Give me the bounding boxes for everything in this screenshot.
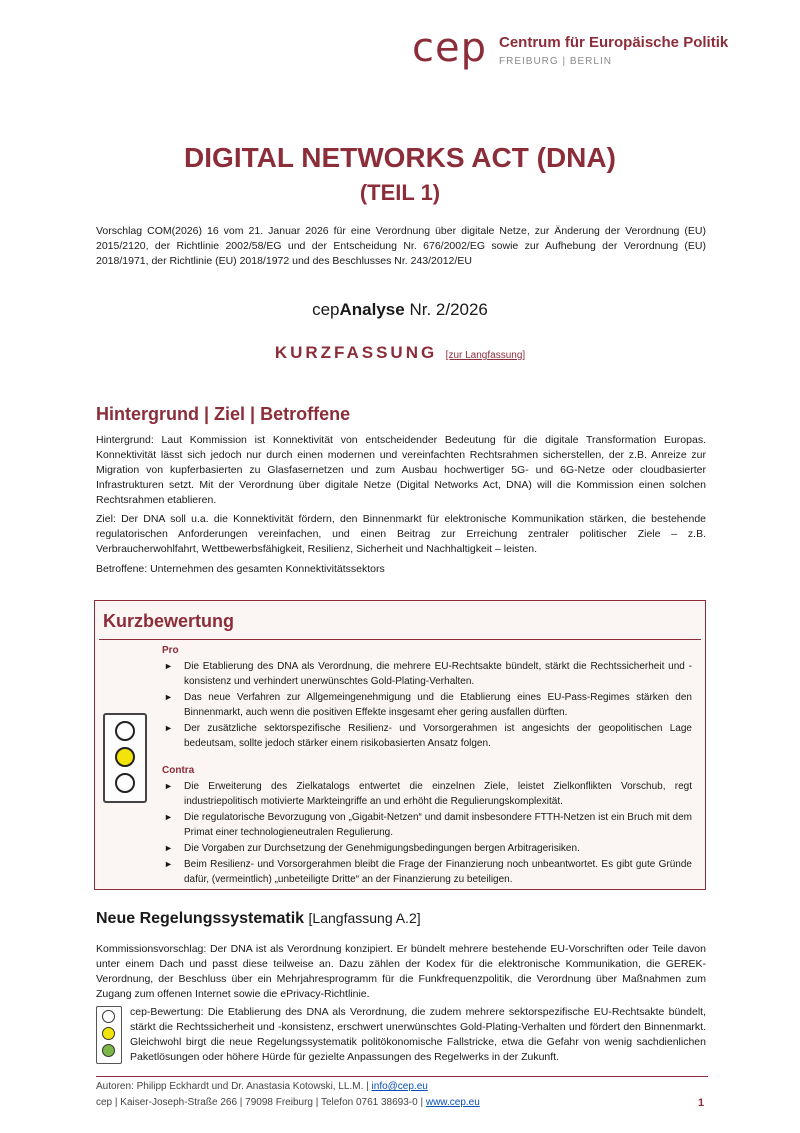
bullet-icon: ► <box>164 843 173 853</box>
cep-assessment-paragraph: cep-Bewertung: Die Etablierung des DNA als Verordnung, die zudem mehrere sektorspezifische EU-Rechtsakte bündelt, stärkt die Rechtssicherheit und -konsistenz, erschwert unerwünschtes Gold-Plating-Verhalten und fördert den Binnenmarkt. Gleichwohl birgt die neue Regelungssystematik politökonomische Fallstricke, etwa die Gefahr von wenig sachdienlichen Paketlösungen oder höhere Hürde für gezielte Anpassungen des Regelwerks in der Zukunft. <box>130 1006 706 1063</box>
org-cities: FREIBURG | BERLIN <box>499 56 612 67</box>
background-paragraph: Hintergrund: Laut Kommission ist Konnektivität von entscheidender Bedeutung für die digitale Transformation Europas. Konnektivität lässt sich jedoch nur durch einen modernen und vereinfachten Rechtsrahmen sicherstellen, der z.B. Anreize zur Migration von kupferbasierten zu Glasfasernetzen und zum Ausbau hochwertiger 5G- und 6G-Netze oder cloudbasierter Infrastrukturen setzt. Mit der Verordnung über digitale Netze (Digital Networks Act, DNA) will die Kommission einen solchen Rechtsrahmen etablieren. <box>96 434 706 506</box>
light-bottom <box>102 1044 115 1057</box>
light-middle <box>102 1027 115 1040</box>
list-item: ► Die regulatorische Bevorzugung von „Gigabit-Netzen“ und damit insbesondere FTTH-Netzen ist ein Bruch mit dem Primat einer technologieneutralen Regulierung. <box>164 812 692 838</box>
website-link[interactable]: www.cep.eu <box>425 1097 480 1108</box>
long-version-ref: [Langfassung A.2] <box>308 910 421 926</box>
light-bottom <box>115 773 135 793</box>
analysis-number: cepAnalyse Nr. 2/2026 <box>312 300 488 319</box>
document-title: DIGITAL NETWORKS ACT (DNA) <box>184 142 616 173</box>
divider <box>99 639 701 640</box>
bullet-icon: ► <box>164 661 173 671</box>
org-name: Centrum für Europäische Politik <box>499 34 729 51</box>
short-assessment-title: Kurzbewertung <box>103 611 235 631</box>
bullet-icon: ► <box>164 781 173 791</box>
bullet-icon: ► <box>164 812 173 822</box>
footer-authors: Autoren: Philipp Eckhardt und Dr. Anastasia Kotowski, LL.M. | info@cep.eu <box>96 1081 428 1092</box>
footer-address: cep | Kaiser-Joseph-Straße 266 | 79098 Freiburg | Telefon 0761 38693-0 | www.cep.eu <box>96 1097 480 1108</box>
long-version-link[interactable]: [zur Langfassung] <box>445 350 526 361</box>
bullet-icon: ► <box>164 723 173 733</box>
summary-title: KURZFASSUNG <box>274 343 438 362</box>
contra-list <box>162 779 692 888</box>
light-top <box>102 1010 115 1023</box>
bullet-icon: ► <box>164 859 173 869</box>
list-item: ► Der zusätzliche sektorspezifische Resilienz- und Vorsorgerahmen ist angesichts der geopolitischen Lage bedeutsam, sollte jedoch stärker einem risikobasierten Ansatz folgen. <box>164 723 692 749</box>
light-top <box>115 721 135 741</box>
commission-proposal-paragraph: Kommissionsvorschlag: Der DNA ist als Verordnung konzipiert. Er bündelt mehrere bestehende EU-Vorschriften oder Teile davon unter einem Dach und passt diese teilweise an. Dazu zählen der Kodex für die elektronische Kommunikation, die GEREK-Verordnung, der Beschluss über ein Mehrjahresprogramm für die Funkfrequenzpolitik, die Verordnung über Maßnahmen zum Zugang zum offenen Internet sowie die ePrivacy-Richtlinie. <box>96 943 706 1000</box>
pro-list <box>162 659 692 752</box>
background-section-title: Hintergrund | Ziel | Betroffene <box>96 404 351 424</box>
bullet-icon: ► <box>164 692 173 702</box>
email-link[interactable]: info@cep.eu <box>371 1081 428 1092</box>
affected-paragraph: Betroffene: Unternehmen des gesamten Konnektivitätssektors <box>96 563 385 575</box>
cep-logo <box>412 25 729 71</box>
light-middle <box>115 747 135 767</box>
document-subtitle: (TEIL 1) <box>359 180 441 205</box>
traffic-light-icon <box>103 713 147 803</box>
contra-label: Contra <box>162 765 195 776</box>
proposal-reference: Vorschlag COM(2026) 16 vom 21. Januar 2026 für eine Verordnung über digitale Netze, zur Änderung der Verordnung (EU) 2015/2120, der Richtlinie 2002/58/EG und der Entscheidung Nr. 676/2002/EG sowie zur Aufhebung der Verordnung (EU) 2018/1971, der Richtlinie (EU) 2018/1972 und des Beschlusses Nr. 243/2012/EU <box>96 225 706 267</box>
short-assessment-box <box>94 600 706 890</box>
pro-label: Pro <box>162 645 179 656</box>
list-item: ► Die Etablierung des DNA als Verordnung, die mehrere EU-Rechtsakte bündelt, stärkt die Rechtssicherheit und -konsistenz und verhindert unerwünschtes Gold-Plating-Verhalten. <box>164 661 692 687</box>
list-item: ► Die Vorgaben zur Durchsetzung der Genehmigungsbedingungen bergen Arbitragerisiken. <box>164 843 580 854</box>
logo-mark: cep <box>412 25 487 71</box>
page-number: 1 <box>698 1097 705 1109</box>
summary-heading <box>0 343 800 363</box>
list-item: ► Beim Resilienz- und Vorsorgerahmen bleibt die Frage der Finanzierung noch unbeantwortet. Es gibt gute Gründe dafür, (vermeintlich) „unbeteiligte Dritte“ an der Finanzierung zu beteiligen. <box>164 859 692 885</box>
regulation-system-title: Neue Regelungssystematik [Langfassung A.2] <box>96 910 421 927</box>
goal-paragraph: Ziel: Der DNA soll u.a. die Konnektivität fördern, den Binnenmarkt für elektronische Kommunikation stärken, die bestehende regulatorischen Anforderungen vereinfachen, und einen Beitrag zur Erreichung zentraler politischer Ziele – z.B. Verbraucherwohlfahrt, Wettbewerbsfähigkeit, Resilienz, Sicherheit und Nachhaltigkeit – leisten. <box>96 513 706 555</box>
list-item: ► Das neue Verfahren zur Allgemeingenehmigung und die Etablierung eines EU-Pass-Regimes stärken den Binnenmarkt, auch wenn die positiven Effekte insgesamt eher gering ausfallen dürften. <box>164 692 692 718</box>
list-item: ► Die Erweiterung des Zielkatalogs entwertet die einzelnen Ziele, leistet Zielkonflikten Vorschub, regt industriepolitisch motivierte Markteingriffe an und erhöht die Regulierungskomplexität. <box>164 781 692 807</box>
traffic-light-icon <box>96 1006 122 1064</box>
footer-divider <box>96 1076 708 1077</box>
